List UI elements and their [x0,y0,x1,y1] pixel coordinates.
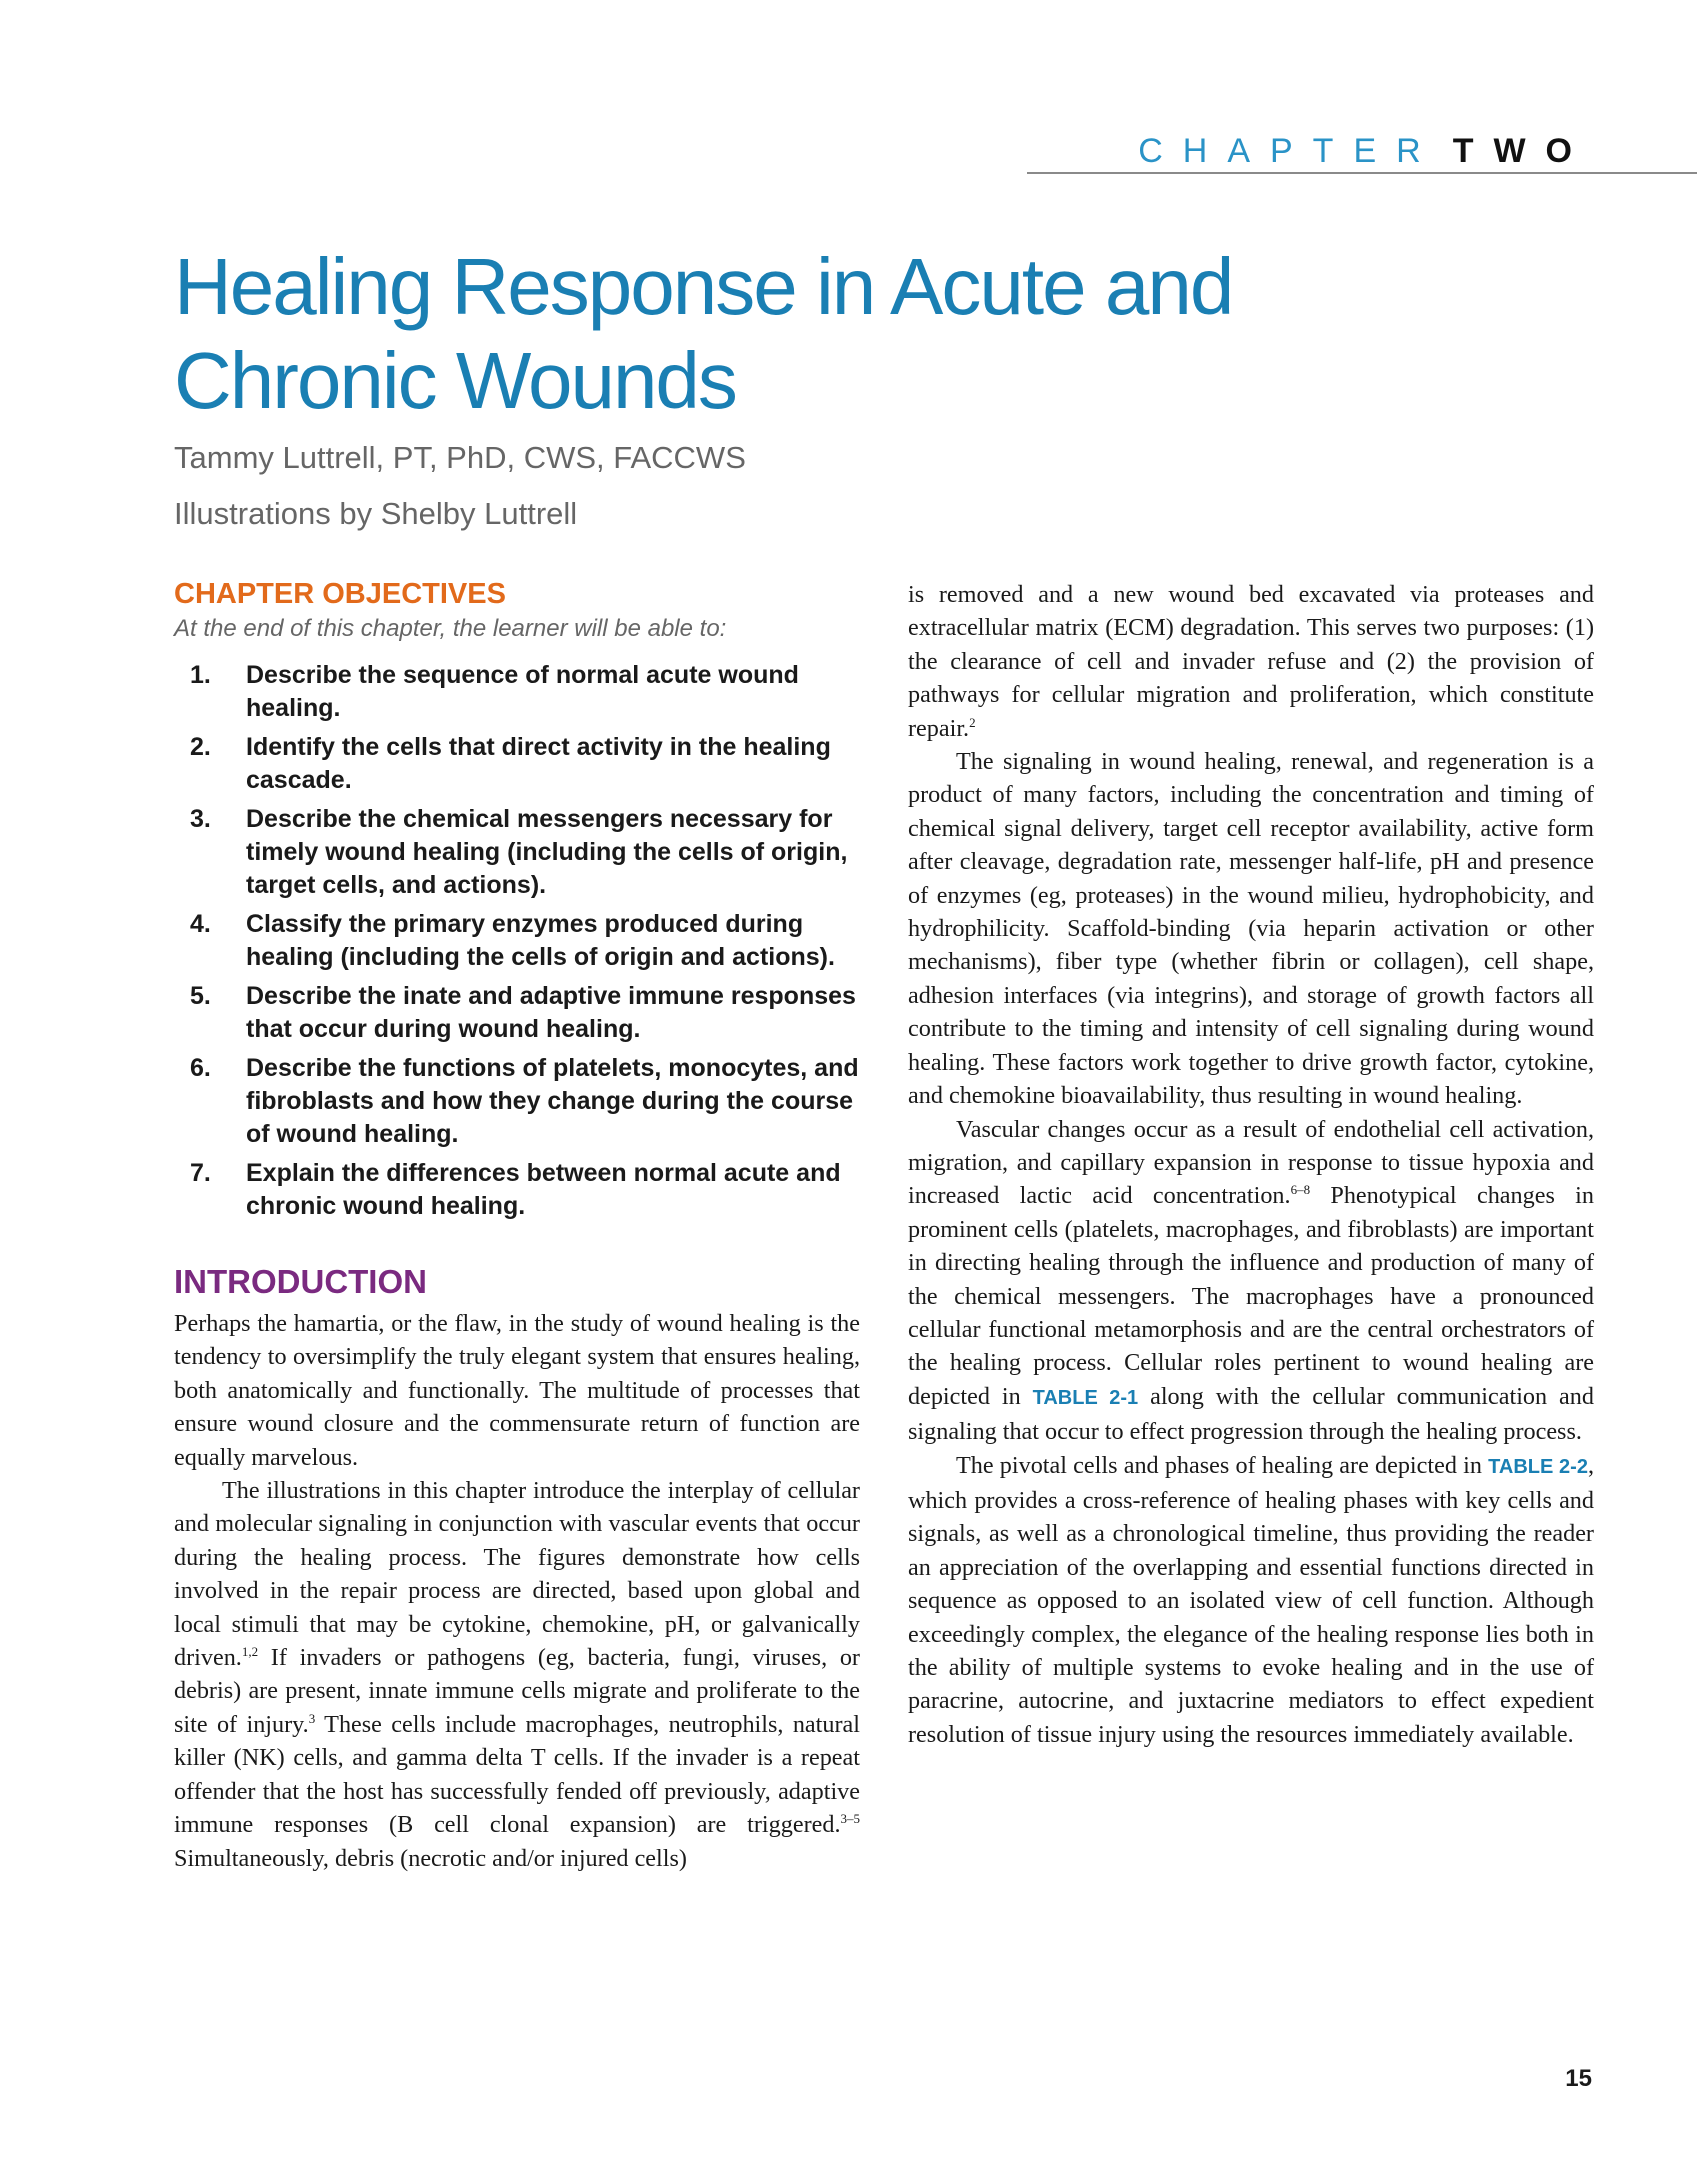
objective-number: 2. [190,733,211,761]
objective-text: Describe the sequence of normal acute wound healing. [246,661,799,722]
text-run: along with the cellular communication and signaling that occur to effect progression through the healing process. [908,1382,1594,1446]
right-column [908,578,1594,1751]
objectives-intro: At the end of this chapter, the learner will be able to: [174,615,727,642]
intro-paragraph-continued [908,578,1594,745]
objective-text: Describe the functions of platelets, monocytes, and fibroblasts and how they change during the course of wound healing. [246,1054,859,1148]
objective-text: Describe the inate and adaptive immune responses that occur during wound healing. [246,982,856,1043]
citation: 2 [969,714,976,730]
objectives-list [174,659,860,1223]
text-run: The illustrations in this chapter introduce the interplay of cellular and molecular signaling in conjunction with vascular events that occur during the healing process. The figures demonstrate how cells involved in the repair process are directed, based upon global and local stimuli that may be cytokine, chemokine, pH, or galvanically driven. [174,1477,860,1672]
text-run: is removed and a new wound bed excavated via proteases and extracellular matrix (ECM) degradation. This serves two purposes: (1) the clearance of cell and invader refuse and (2) the provision of pathways for cellular migration and proliferation, which constitute repair. [908,581,1594,742]
page-number: 15 [1565,2065,1592,2092]
objective-item [190,659,876,725]
author-line: Tammy Luttrell, PT, PhD, CWS, FACCWS [174,440,746,475]
citation: 1,2 [241,1644,259,1659]
objective-number: 7. [190,1159,211,1187]
objective-item [190,731,876,797]
objective-item [190,908,876,974]
introduction-heading: INTRODUCTION [174,1263,427,1300]
objectives-heading: CHAPTER OBJECTIVES [174,578,506,610]
chapter-header [1027,128,1697,174]
objective-item [190,803,876,902]
intro-paragraph-4 [908,1113,1594,1449]
chapter-label [1138,132,1592,171]
objective-number: 6. [190,1054,211,1082]
objective-number: 4. [190,910,211,938]
text-run: Phenotypical changes in prominent cells (platelets, macrophages, and fibroblasts) are important in directing healing through the influence and production of many of the chemical messengers. The macrophages have a pronounced cellular functional metamorphosis and are the central orchestrators of the healing process. Cellular roles pertinent to wound healing are depicted in [908,1182,1594,1410]
objective-item [190,980,876,1046]
intro-paragraph-3: The signaling in wound healing, renewal, and regeneration is a product of many factors, including the concentration and timing of chemical signal delivery, target cell receptor availability, active form after cleavage, degradation rate, messenger half-life, pH and presence of enzymes (eg, proteases) in the wound milieu, hydrophobicity, and hydrophilicity. Scaffold-binding (via heparin activation or other mechanisms), fiber type (whether fibrin or collagen), cell shape, adhesion interfaces (via integrins), and storage of growth factors all contribute to the timing and intensity of cell signaling during wound healing. These factors work together to drive growth factor, cytokine, and chemokine bioavailability, thus resulting in wound healing. [908,748,1594,1110]
citation: 3–5 [840,1811,860,1827]
intro-paragraph-5 [908,1449,1594,1752]
illustrator-line: Illustrations by Shelby Luttrell [174,496,578,531]
intro-paragraph-1: Perhaps the hamartia, or the flaw, in the study of wound healing is the tendency to oversimplify the truly elegant system that ensures healing, both anatomically and functionally. The multitude of processes that ensure wound closure and the commensurate return of function are equally marvelous. [174,1310,860,1471]
text-run: The pivotal cells and phases of healing are depicted in [956,1451,1489,1479]
objective-number: 5. [190,982,211,1010]
chapter-word: CHAPTER [1138,132,1441,170]
objective-text: Classify the primary enzymes produced during healing (including the cells of origin and actions). [246,910,835,971]
left-column [174,578,860,1875]
objective-text: Identify the cells that direct activity in the healing cascade. [246,733,831,794]
table-2-2-link[interactable]: TABLE 2-2 [1488,1455,1588,1478]
objective-text: Describe the chemical messengers necessary for timely wound healing (including the cells of origin, target cells, and actions). [246,805,848,899]
objective-item [190,1157,876,1223]
objective-number: 3. [190,805,211,833]
objective-item [190,1052,876,1151]
text-run: Vascular changes occur as a result of endothelial cell activation, migration, and capillary expansion in response to tissue hypoxia and increased lactic acid concentration. [908,1115,1594,1210]
chapter-number: TWO [1452,132,1592,170]
chapter-title: Healing Response in Acute and Chronic Wounds [174,242,1233,425]
intro-paragraph-2 [174,1474,860,1875]
objective-text: Explain the differences between normal acute and chronic wound healing. [246,1159,841,1220]
text-run: If invaders or pathogens (eg, bacteria, fungi, viruses, or debris) are present, innate immune cells migrate and proliferate to the site of injury. [174,1644,860,1738]
text-run: , which provides a cross-reference of healing phases with key cells and signals, as well as a chronological timeline, thus providing the reader an appreciation of the overlapping and essential functions directed in sequence as opposed to an isolated view of cell function. Although exceedingly complex, the elegance of the healing response lies both in the ability of multiple systems to evoke healing and in the use of paracrine, autocrine, and juxtacrine mediators to effect expedient resolution of tissue injury using the resources immediately available. [908,1451,1594,1748]
citation: 3 [308,1710,316,1726]
citation: 6–8 [1290,1182,1311,1198]
text-run: These cells include macrophages, neutrophils, natural killer (NK) cells, and gamma delta T cells. If the invader is a repeat offender that the host has successfully fended off previously, adaptive immune responses (B cell clonal expansion) are triggered. [174,1710,860,1839]
table-2-1-link[interactable]: TABLE 2-1 [1032,1386,1139,1409]
text-run: Simultaneously, debris (necrotic and/or injured cells) [174,1844,687,1872]
objective-number: 1. [190,661,211,689]
